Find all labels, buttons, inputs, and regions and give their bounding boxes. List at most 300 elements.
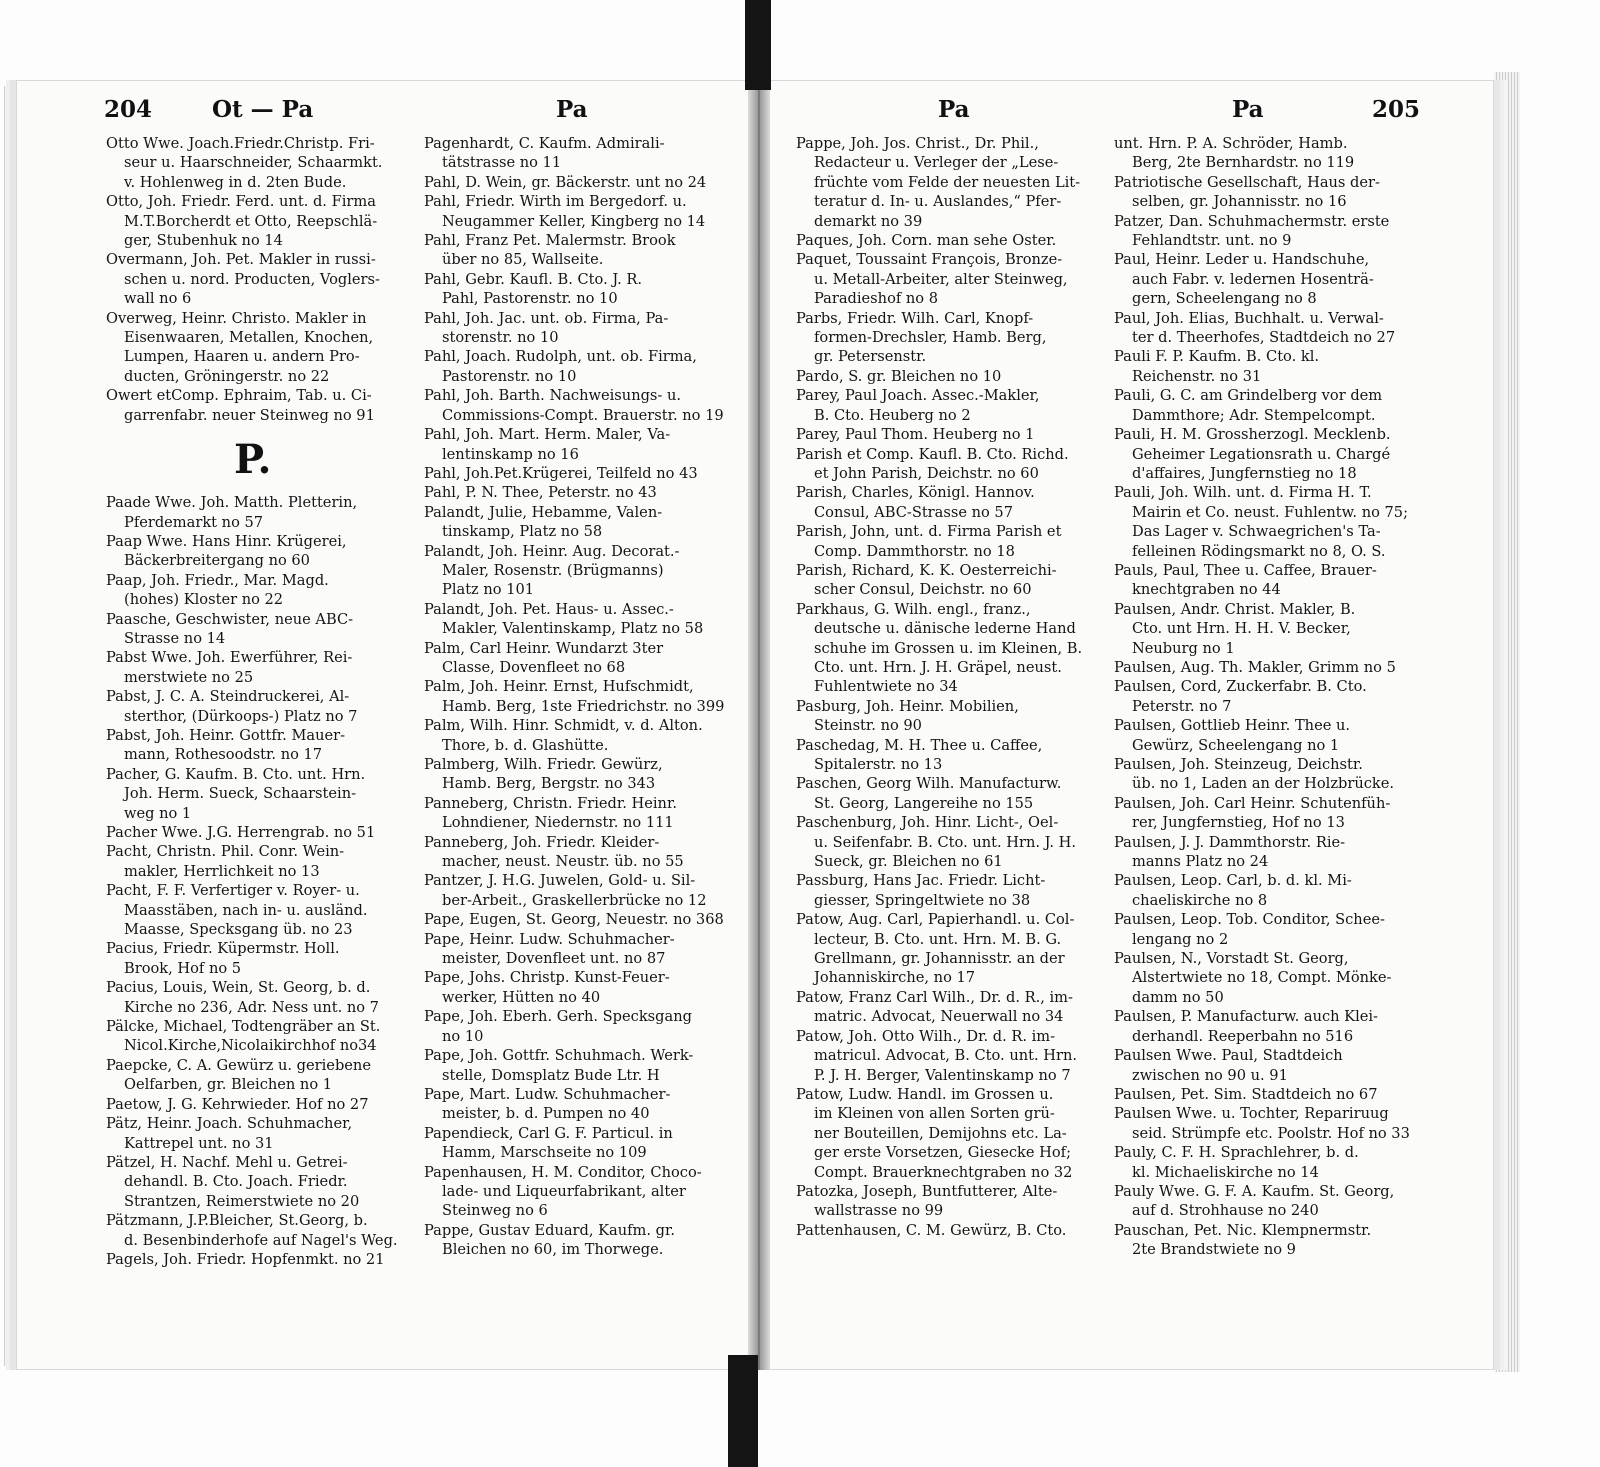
directory-entry — [424, 542, 744, 600]
directory-entry — [106, 1153, 420, 1211]
directory-entry — [424, 425, 744, 464]
entry-name-line: Owert etComp. Ephraim, Tab. u. Ci- — [106, 387, 372, 405]
entry-name-line: Papendieck, Carl G. F. Particul. in — [424, 1124, 673, 1142]
entry-continuation-line: Oelfarben, gr. Bleichen no 1 — [124, 1076, 333, 1094]
entry-continuation-line: Fuhlentwiete no 34 — [814, 678, 958, 696]
entry-continuation-line: üb. no 1, Laden an der Holzbrücke. — [1132, 775, 1395, 793]
entry-name-line: Paulsen, Aug. Th. Makler, Grimm no 5 — [1114, 658, 1396, 676]
entry-continuation-line: Commissions-Compt. Brauerstr. no 19 — [442, 406, 724, 424]
entry-name-line: Patow, Franz Carl Wilh., Dr. d. R., im- — [796, 988, 1073, 1006]
directory-entry — [796, 250, 1110, 308]
entry-continuation-line: Bäckerbreitergang no 60 — [124, 552, 310, 570]
directory-entry — [106, 610, 420, 649]
directory-entry — [106, 386, 420, 425]
directory-entry — [106, 192, 420, 250]
entry-continuation-line: Thore, b. d. Glashütte. — [442, 736, 609, 754]
entry-name-line: Pagels, Joh. Friedr. Hopfenmkt. no 21 — [106, 1250, 385, 1268]
entry-name-line: unt. Hrn. P. A. Schröder, Hamb. — [1114, 135, 1348, 152]
entry-continuation-line: kl. Michaeliskirche no 14 — [1132, 1163, 1319, 1181]
left-running-head-left: Ot — Pa — [212, 96, 314, 123]
directory-entry — [424, 833, 744, 872]
entry-name-line: Pauly Wwe. G. F. A. Kaufm. St. Georg, — [1114, 1182, 1395, 1200]
directory-entry — [424, 309, 744, 348]
directory-entry — [424, 231, 744, 270]
entry-continuation-line: Hamm, Marschseite no 109 — [442, 1144, 647, 1162]
entry-continuation-line: P. J. H. Berger, Valentinskamp no 7 — [814, 1066, 1071, 1084]
entry-continuation-line: garrenfabr. neuer Steinweg no 91 — [124, 406, 375, 424]
entry-continuation-line: d. Besenbinderhofe auf Nagel's Weg. — [124, 1231, 398, 1249]
entry-continuation-line: Gewürz, Scheelengang no 1 — [1132, 736, 1340, 754]
entry-continuation-line: Fehlandtstr. unt. no 9 — [1132, 232, 1292, 250]
directory-entry — [424, 910, 744, 929]
entry-continuation-line: Strasse no 14 — [124, 629, 226, 647]
entry-name-line: Paschenburg, Joh. Hinr. Licht-, Oel- — [796, 814, 1059, 832]
entry-continuation-line: ter d. Theerhofes, Stadtdeich no 27 — [1132, 329, 1396, 347]
entry-name-line: Paulsen, Gottlieb Heinr. Thee u. — [1114, 717, 1351, 735]
directory-entry — [424, 600, 744, 639]
directory-entry — [106, 842, 420, 881]
directory-entry — [106, 571, 420, 610]
directory-entry — [424, 871, 744, 910]
entry-name-line: Pabst Wwe. Joh. Ewerführer, Rei- — [106, 649, 353, 667]
entry-continuation-line: Geheimer Legationsrath u. Chargé — [1132, 445, 1391, 463]
entry-name-line: Pahl, Joh. Barth. Nachweisungs- u. — [424, 387, 682, 405]
entry-name-line: Pacher Wwe. J.G. Herrengrab. no 51 — [106, 824, 376, 841]
entry-name-line: Panneberg, Christn. Friedr. Heinr. — [424, 794, 677, 812]
entry-name-line: Patow, Ludw. Handl. im Grossen u. — [796, 1085, 1054, 1103]
entry-name-line: Pape, Eugen, St. Georg, Neuestr. no 368 — [424, 911, 724, 929]
entry-name-line: Pahl, D. Wein, gr. Bäckerstr. unt no 24 — [424, 173, 707, 191]
left-page-number: 204 — [104, 96, 153, 123]
directory-entry — [106, 765, 420, 823]
entry-name-line: Paulsen, N., Vorstadt St. Georg, — [1114, 950, 1349, 968]
entry-name-line: Pattenhausen, C. M. Gewürz, B. Cto. — [796, 1221, 1067, 1239]
directory-entry — [1114, 1046, 1430, 1085]
entry-name-line: Pape, Mart. Ludw. Schuhmacher- — [424, 1085, 671, 1103]
entry-continuation-line: tinskamp, Platz no 58 — [442, 523, 603, 541]
directory-entry — [796, 1182, 1110, 1221]
entry-continuation-line: Classe, Dovenfleet no 68 — [442, 658, 626, 676]
entry-continuation-line: scher Consul, Deichstr. no 60 — [814, 581, 1032, 599]
directory-entry — [106, 1056, 420, 1095]
directory-entry — [1114, 755, 1430, 794]
directory-entry — [106, 532, 420, 571]
entry-name-line: Paap, Joh. Friedr., Mar. Magd. — [106, 571, 329, 589]
entry-name-line: Pauli, Joh. Wilh. unt. d. Firma H. T. — [1114, 484, 1372, 502]
directory-entry — [424, 134, 744, 173]
directory-entry — [106, 978, 420, 1017]
directory-entry — [424, 192, 744, 231]
entry-name-line: Pantzer, J. H.G. Juwelen, Gold- u. Sil- — [424, 872, 696, 890]
directory-entry — [1114, 658, 1430, 677]
entry-name-line: Pahl, Joh. Jac. unt. ob. Firma, Pa- — [424, 309, 669, 327]
entry-continuation-line: Pahl, Pastorenstr. no 10 — [442, 290, 618, 308]
entry-continuation-line: Das Lager v. Schwaegrichen's Ta- — [1132, 523, 1381, 541]
entry-continuation-line: Pastorenstr. no 10 — [442, 367, 577, 385]
entry-continuation-line: Dammthore; Adr. Stempelcompt. — [1132, 406, 1376, 424]
entry-name-line: Paul, Heinr. Leder u. Handschuhe, — [1114, 251, 1370, 269]
directory-entry — [796, 386, 1110, 425]
entry-continuation-line: Kirche no 236, Adr. Ness unt. no 7 — [124, 998, 379, 1016]
entry-continuation-line: über no 85, Wallseite. — [442, 251, 604, 269]
directory-entry — [106, 687, 420, 726]
directory-entry — [424, 1046, 744, 1085]
entry-name-line: Pahl, Friedr. Wirth im Bergedorf. u. — [424, 193, 687, 211]
entry-name-line: Paulsen, Andr. Christ. Makler, B. — [1114, 600, 1356, 618]
right-running-head-left: Pa — [938, 96, 970, 123]
entry-name-line: Pape, Heinr. Ludw. Schuhmacher- — [424, 930, 675, 948]
entry-name-line: Pacher, G. Kaufm. B. Cto. unt. Hrn. — [106, 765, 366, 783]
entry-continuation-line: Steinstr. no 90 — [814, 717, 922, 735]
entry-name-line: Pahl, Joh.Pet.Krügerei, Teilfeld no 43 — [424, 464, 698, 482]
entry-continuation-line: auf d. Strohhause no 240 — [1132, 1202, 1319, 1220]
entry-continuation-line: Pferdemarkt no 57 — [124, 513, 264, 531]
entry-name-line: Palandt, Joh. Heinr. Aug. Decorat.- — [424, 542, 680, 560]
directory-entry — [796, 910, 1110, 988]
entry-continuation-line: Strantzen, Reimerstwiete no 20 — [124, 1192, 360, 1210]
entry-name-line: Pätzel, H. Nachf. Mehl u. Getrei- — [106, 1153, 348, 1171]
entry-continuation-line: selben, gr. Johannisstr. no 16 — [1132, 193, 1347, 211]
entry-continuation-line: Comp. Dammthorstr. no 18 — [814, 542, 1015, 560]
entry-continuation-line: teratur d. In- u. Auslandes,“ Pfer- — [814, 193, 1062, 211]
entry-continuation-line: meister, b. d. Pumpen no 40 — [442, 1105, 650, 1123]
directory-entry — [1114, 250, 1430, 308]
entry-continuation-line: zwischen no 90 u. 91 — [1132, 1066, 1288, 1084]
entry-continuation-line: lecteur, B. Cto. unt. Hrn. M. B. G. — [814, 930, 1062, 948]
entry-name-line: Pauly, C. F. H. Sprachlehrer, b. d. — [1114, 1144, 1359, 1162]
entry-name-line: Paade Wwe. Joh. Matth. Pletterin, — [106, 494, 358, 512]
entry-name-line: Paap Wwe. Hans Hinr. Krügerei, — [106, 532, 347, 550]
entry-name-line: Paulsen, Leop. Tob. Conditor, Schee- — [1114, 911, 1385, 929]
directory-entry — [1114, 425, 1430, 483]
section-letter: P. — [234, 436, 272, 484]
directory-entry — [424, 503, 744, 542]
directory-entry — [106, 648, 420, 687]
entry-continuation-line: stelle, Domsplatz Bude Ltr. H — [442, 1066, 660, 1084]
entry-name-line: Passburg, Hans Jac. Friedr. Licht- — [796, 872, 1046, 890]
left-running-head-right: Pa — [556, 96, 588, 123]
directory-entry — [424, 464, 744, 483]
entry-name-line: Paulsen, P. Manufacturw. auch Klei- — [1114, 1008, 1378, 1026]
directory-entry — [106, 939, 420, 978]
entry-continuation-line: Kattrepel unt. no 31 — [124, 1134, 274, 1152]
entry-name-line: Pacius, Friedr. Küpermstr. Holl. — [106, 940, 340, 958]
entry-name-line: Paasche, Geschwister, neue ABC- — [106, 610, 354, 628]
book-gutter — [748, 80, 770, 1370]
entry-continuation-line: lengang no 2 — [1132, 930, 1229, 948]
entry-continuation-line: Maasse, Specksgang üb. no 23 — [124, 921, 353, 939]
directory-entry — [1114, 1143, 1430, 1182]
entry-continuation-line: storenstr. no 10 — [442, 329, 559, 347]
entry-name-line: Pätzmann, J.P.Bleicher, St.Georg, b. — [106, 1212, 368, 1230]
directory-entry — [1114, 833, 1430, 872]
entry-continuation-line: giesser, Springeltwiete no 38 — [814, 891, 1031, 909]
entry-continuation-line: früchte vom Felde der neuesten Lit- — [814, 173, 1081, 191]
column-entries-after — [106, 493, 420, 1269]
entry-name-line: Paschedag, M. H. Thee u. Caffee, — [796, 736, 1043, 754]
entry-continuation-line: seid. Strümpfe etc. Poolstr. Hof no 33 — [1132, 1124, 1410, 1142]
left-page-edges — [4, 86, 16, 1366]
directory-entry — [424, 968, 744, 1007]
directory-entry — [1114, 949, 1430, 1007]
directory-entry — [1114, 871, 1430, 910]
entry-continuation-line: Peterstr. no 7 — [1132, 697, 1232, 715]
right-page-number: 205 — [1372, 96, 1421, 123]
directory-entry — [796, 871, 1110, 910]
directory-entry — [1114, 483, 1430, 561]
entry-continuation-line: Joh. Herm. Sueck, Schaarstein- — [124, 785, 357, 803]
entry-continuation-line: Hamb. Berg, Bergstr. no 343 — [442, 775, 656, 793]
entry-name-line: Pätz, Heinr. Joach. Schuhmacher, — [106, 1115, 353, 1133]
entry-continuation-line: B. Cto. Heuberg no 2 — [814, 406, 971, 424]
directory-entry — [1114, 561, 1430, 600]
right-page-column-2 — [1114, 134, 1430, 1330]
entry-continuation-line: auch Fabr. v. ledernen Hosenträ- — [1132, 270, 1374, 288]
entry-continuation-line: meister, Dovenfleet unt. no 87 — [442, 950, 666, 968]
entry-continuation-line: Maler, Rosenstr. (Brügmanns) — [442, 561, 664, 579]
directory-entry — [1114, 716, 1430, 755]
directory-entry — [424, 483, 744, 502]
right-page-edges — [1494, 72, 1520, 1372]
directory-entry — [796, 813, 1110, 871]
directory-entry — [796, 1221, 1110, 1240]
directory-entry — [1114, 1104, 1430, 1143]
directory-entry — [796, 697, 1110, 736]
directory-entry — [796, 231, 1110, 250]
directory-entry — [106, 493, 420, 532]
entry-continuation-line: Hamb. Berg, 1ste Friedrichstr. no 399 — [442, 697, 725, 715]
entry-continuation-line: Neuburg no 1 — [1132, 639, 1235, 657]
entry-continuation-line: Maasstäben, nach in- u. ausländ. — [124, 901, 368, 919]
entry-continuation-line: u. Metall-Arbeiter, alter Steinweg, — [814, 270, 1068, 288]
entry-continuation-line: wall no 6 — [124, 290, 192, 308]
entry-continuation-line: Alstertwiete no 18, Compt. Mönke- — [1132, 969, 1392, 987]
entry-name-line: Patozka, Joseph, Buntfutterer, Alte- — [796, 1182, 1058, 1200]
entry-continuation-line: Eisenwaaren, Metallen, Knochen, — [124, 329, 374, 347]
directory-entry — [796, 483, 1110, 522]
left-page-column-1 — [106, 134, 420, 1330]
entry-name-line: Pape, Joh. Gottfr. Schuhmach. Werk- — [424, 1047, 694, 1065]
entry-continuation-line: macher, neust. Neustr. üb. no 55 — [442, 853, 684, 871]
entry-name-line: Pauls, Paul, Thee u. Caffee, Brauer- — [1114, 561, 1377, 579]
entry-continuation-line: ber-Arbeit., Graskellerbrücke no 12 — [442, 891, 707, 909]
entry-name-line: Pape, Johs. Christp. Kunst-Feuer- — [424, 969, 670, 987]
entry-continuation-line: v. Hohlenweg in d. 2ten Bude. — [124, 173, 347, 191]
entry-continuation-line: felleinen Rödingsmarkt no 8, O. S. — [1132, 542, 1386, 560]
entry-continuation-line: damm no 50 — [1132, 988, 1224, 1006]
entry-name-line: Patow, Joh. Otto Wilh., Dr. d. R. im- — [796, 1027, 1056, 1045]
entry-continuation-line: Redacteur u. Verleger der „Lese- — [814, 154, 1059, 172]
entry-continuation-line: chaeliskirche no 8 — [1132, 891, 1268, 909]
entry-continuation-line: ger erste Vorsetzen, Giesecke Hof; — [814, 1144, 1072, 1162]
entry-name-line: Pahl, Joh. Mart. Herm. Maler, Va- — [424, 426, 671, 444]
entry-name-line: Pasburg, Joh. Heinr. Mobilien, — [796, 697, 1019, 715]
entry-continuation-line: demarkt no 39 — [814, 212, 923, 230]
entry-name-line: Pagenhardt, C. Kaufm. Admirali- — [424, 135, 665, 152]
right-running-head-right: Pa — [1232, 96, 1264, 123]
entry-name-line: Pahl, P. N. Thee, Peterstr. no 43 — [424, 484, 657, 502]
entry-continuation-line: Lohndiener, Niedernstr. no 111 — [442, 814, 674, 832]
entry-continuation-line: matric. Advocat, Neuerwall no 34 — [814, 1008, 1064, 1026]
entry-name-line: Palmberg, Wilh. Friedr. Gewürz, — [424, 756, 663, 773]
entry-continuation-line: no 10 — [442, 1027, 484, 1045]
entry-continuation-line: ner Bouteillen, Demijohns etc. La- — [814, 1124, 1067, 1142]
entry-continuation-line: Paradieshof no 8 — [814, 290, 939, 308]
entry-continuation-line: Spitalerstr. no 13 — [814, 756, 943, 773]
entry-name-line: Palandt, Joh. Pet. Haus- u. Assec.- — [424, 600, 674, 618]
entry-continuation-line: Bleichen no 60, im Thorwege. — [442, 1241, 664, 1259]
directory-entry — [106, 1250, 420, 1269]
directory-entry — [1114, 173, 1430, 212]
directory-entry — [424, 1007, 744, 1046]
directory-entry — [424, 1221, 744, 1260]
directory-entry — [106, 726, 420, 765]
directory-entry — [106, 134, 420, 192]
directory-entry — [796, 309, 1110, 367]
directory-entry — [106, 823, 420, 842]
entry-name-line: Overmann, Joh. Pet. Makler in russi- — [106, 251, 376, 269]
entry-continuation-line: knechtgraben no 44 — [1132, 581, 1281, 599]
entry-name-line: Paques, Joh. Corn. man sehe Oster. — [796, 232, 1057, 250]
directory-entry — [106, 1095, 420, 1114]
entry-continuation-line: (hohes) Kloster no 22 — [124, 591, 284, 609]
column-entries-before — [106, 134, 420, 425]
entry-continuation-line: lentinskamp no 16 — [442, 445, 579, 463]
entry-name-line: Pälcke, Michael, Todtengräber an St. — [106, 1018, 381, 1036]
entry-continuation-line: gern, Scheelengang no 8 — [1132, 290, 1317, 308]
entry-name-line: Papenhausen, H. M. Conditor, Choco- — [424, 1163, 702, 1181]
directory-entry — [796, 445, 1110, 484]
directory-entry — [1114, 134, 1430, 173]
entry-name-line: Paulsen, J. J. Dammthorstr. Rie- — [1114, 833, 1346, 851]
entry-name-line: Pahl, Joach. Rudolph, unt. ob. Firma, — [424, 348, 697, 366]
entry-continuation-line: Sueck, gr. Bleichen no 61 — [814, 853, 1003, 871]
entry-continuation-line: wallstrasse no 99 — [814, 1202, 944, 1220]
entry-continuation-line: Lumpen, Haaren u. andern Pro- — [124, 348, 360, 366]
directory-entry — [424, 347, 744, 386]
entry-continuation-line: lade- und Liqueurfabrikant, alter — [442, 1182, 686, 1200]
entry-name-line: Parish et Comp. Kaufl. B. Cto. Richd. — [796, 445, 1069, 463]
directory-entry — [796, 425, 1110, 444]
directory-entry — [106, 1211, 420, 1250]
directory-entry — [424, 794, 744, 833]
directory-entry — [424, 639, 744, 678]
entry-continuation-line: Makler, Valentinskamp, Platz no 58 — [442, 620, 704, 638]
entry-name-line: Paetow, J. G. Kehrwieder. Hof no 27 — [106, 1095, 369, 1113]
entry-name-line: Paepcke, C. A. Gewürz u. geriebene — [106, 1056, 371, 1074]
directory-entry — [1114, 1182, 1430, 1221]
entry-name-line: Pauli, G. C. am Grindelberg vor dem — [1114, 387, 1383, 405]
entry-name-line: Palm, Wilh. Hinr. Schmidt, v. d. Alton. — [424, 717, 703, 735]
entry-name-line: Overweg, Heinr. Christo. Makler in — [106, 309, 367, 327]
entry-name-line: Pabst, Joh. Heinr. Gottfr. Mauer- — [106, 726, 346, 744]
directory-entry — [424, 386, 744, 425]
entry-continuation-line: schen u. nord. Producten, Voglers- — [124, 270, 380, 288]
entry-name-line: Pauschan, Pet. Nic. Klempnermstr. — [1114, 1221, 1372, 1239]
directory-entry — [424, 1085, 744, 1124]
entry-name-line: Paquet, Toussaint François, Bronze- — [796, 251, 1063, 269]
entry-name-line: Pape, Joh. Eberh. Gerh. Specksgang — [424, 1008, 692, 1026]
directory-entry — [796, 367, 1110, 386]
directory-entry — [424, 930, 744, 969]
entry-continuation-line: Reichenstr. no 31 — [1132, 367, 1262, 385]
entry-continuation-line: merstwiete no 25 — [124, 668, 254, 686]
entry-continuation-line: ducten, Gröningerstr. no 22 — [124, 367, 330, 385]
entry-continuation-line: matricul. Advocat, B. Cto. unt. Hrn. — [814, 1047, 1078, 1065]
entry-name-line: Pardo, S. gr. Bleichen no 10 — [796, 367, 1002, 385]
entry-name-line: Pahl, Gebr. Kaufl. B. Cto. J. R. — [424, 270, 642, 288]
directory-entry — [106, 309, 420, 387]
directory-entry — [1114, 1221, 1430, 1260]
entry-continuation-line: deutsche u. dänische lederne Hand — [814, 620, 1076, 638]
entry-name-line: Otto Wwe. Joach.Friedr.Christp. Fri- — [106, 135, 375, 152]
entry-continuation-line: Cto. unt. Hrn. J. H. Gräpel, neust. — [814, 658, 1062, 676]
directory-entry — [1114, 910, 1430, 949]
entry-name-line: Pacius, Louis, Wein, St. Georg, b. d. — [106, 979, 371, 997]
directory-entry — [424, 716, 744, 755]
entry-continuation-line: im Kleinen von allen Sorten grü- — [814, 1105, 1055, 1123]
directory-entry — [106, 881, 420, 939]
entry-continuation-line: formen-Drechsler, Hamb. Berg, — [814, 329, 1047, 347]
entry-name-line: Otto, Joh. Friedr. Ferd. unt. d. Firma — [106, 193, 376, 211]
directory-entry — [796, 1085, 1110, 1182]
entry-name-line: Panneberg, Joh. Friedr. Kleider- — [424, 833, 660, 851]
directory-entry — [106, 1114, 420, 1153]
directory-entry — [1114, 794, 1430, 833]
entry-name-line: Patriotische Gesellschaft, Haus der- — [1114, 173, 1380, 191]
entry-continuation-line: 2te Brandstwiete no 9 — [1132, 1241, 1296, 1259]
directory-entry — [796, 600, 1110, 697]
directory-entry — [796, 774, 1110, 813]
directory-entry — [424, 1124, 744, 1163]
entry-continuation-line: u. Seifenfabr. B. Cto. unt. Hrn. J. H. — [814, 833, 1077, 851]
entry-name-line: Pabst, J. C. A. Steindruckerei, Al- — [106, 688, 350, 706]
directory-entry — [796, 988, 1110, 1027]
directory-entry — [1114, 600, 1430, 658]
entry-continuation-line: derhandl. Reeperbahn no 516 — [1132, 1027, 1354, 1045]
entry-continuation-line: M.T.Borcherdt et Otto, Reepschlä- — [124, 212, 378, 230]
entry-name-line: Pacht, F. F. Verfertiger v. Royer- u. — [106, 882, 360, 900]
entry-continuation-line: Platz no 101 — [442, 581, 535, 599]
entry-continuation-line: d'affaires, Jungfernstieg no 18 — [1132, 464, 1357, 482]
bookmark-ribbon-bottom — [728, 1355, 758, 1467]
entry-name-line: Paulsen, Cord, Zuckerfabr. B. Cto. — [1114, 678, 1367, 696]
directory-entry — [1114, 386, 1430, 425]
entry-continuation-line: Compt. Brauerknechtgraben no 32 — [814, 1163, 1073, 1181]
directory-entry — [424, 677, 744, 716]
directory-entry — [106, 250, 420, 308]
right-page-column-1 — [796, 134, 1110, 1330]
directory-entry — [1114, 1085, 1430, 1104]
entry-continuation-line: St. Georg, Langereihe no 155 — [814, 794, 1034, 812]
entry-continuation-line: mann, Rothesoodstr. no 17 — [124, 746, 323, 764]
directory-entry — [424, 1163, 744, 1221]
entry-name-line: Parey, Paul Joach. Assec.-Makler, — [796, 387, 1040, 405]
entry-name-line: Parkhaus, G. Wilh. engl., franz., — [796, 600, 1031, 618]
entry-name-line: Palm, Carl Heinr. Wundarzt 3ter — [424, 639, 664, 657]
entry-continuation-line: rer, Jungfernstieg, Hof no 13 — [1132, 814, 1345, 832]
entry-continuation-line: Steinweg no 6 — [442, 1202, 548, 1220]
directory-entry — [424, 755, 744, 794]
entry-name-line: Paulsen, Leop. Carl, b. d. kl. Mi- — [1114, 872, 1352, 890]
entry-continuation-line: et John Parish, Deichstr. no 60 — [814, 464, 1039, 482]
directory-entry — [1114, 347, 1430, 386]
entry-name-line: Paulsen, Joh. Carl Heinr. Schutenfüh- — [1114, 794, 1391, 812]
directory-entry — [1114, 309, 1430, 348]
entry-name-line: Pahl, Franz Pet. Malermstr. Brook — [424, 232, 676, 250]
entry-name-line: Paulsen Wwe. Paul, Stadtdeich — [1114, 1047, 1343, 1065]
directory-entry — [1114, 1007, 1430, 1046]
